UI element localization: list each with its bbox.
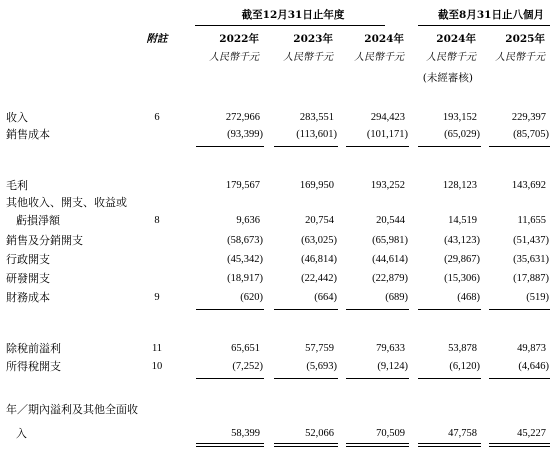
cell-value: 193,152 <box>442 112 477 123</box>
cell-value: (113,601) <box>296 129 337 140</box>
cell-value: (5,693) <box>306 361 337 372</box>
row-note: 6 <box>154 112 160 123</box>
header-unit: 人民幣千元 <box>354 52 404 63</box>
cell-value: (46,814) <box>301 254 337 265</box>
total-double-rule <box>489 443 550 447</box>
header-unit: 人民幣千元 <box>495 52 545 63</box>
cell-value: 9,636 <box>236 215 260 226</box>
subtotal-rule <box>196 309 264 310</box>
row-label-profit-comprehensive-line1: 年／期內溢利及其他全面收 <box>6 403 138 416</box>
subtotal-rule <box>346 378 409 379</box>
total-double-rule <box>196 443 264 447</box>
row-label-admin-expenses: 行政開支 <box>6 253 50 266</box>
total-double-rule <box>274 443 338 447</box>
header-year-2022: 2022年 <box>219 33 259 45</box>
subtotal-rule <box>274 146 338 147</box>
cell-value: 52,066 <box>305 428 334 439</box>
cell-value: 47,758 <box>448 428 477 439</box>
row-note: 8 <box>154 215 160 226</box>
header-unit: 人民幣千元 <box>426 52 476 63</box>
cell-value: (9,124) <box>377 361 408 372</box>
row-note: 10 <box>151 361 163 372</box>
cell-value: (43,123) <box>444 235 480 246</box>
row-label-rnd-expenses: 研發開支 <box>6 272 50 285</box>
cell-value: (45,342) <box>227 254 263 265</box>
total-double-rule <box>346 443 409 447</box>
cell-value: (18,917) <box>227 273 263 284</box>
cell-value: (101,171) <box>366 129 408 140</box>
cell-value: (51,437) <box>513 235 549 246</box>
row-label-profit-comprehensive-line2: 入 <box>16 427 27 440</box>
cell-value: (58,673) <box>227 235 263 246</box>
cell-value: (15,306) <box>444 273 480 284</box>
cell-value: (7,252) <box>232 361 263 372</box>
subtotal-rule <box>196 146 264 147</box>
cell-value: (519) <box>526 292 549 303</box>
subtotal-rule <box>346 146 409 147</box>
row-label-selling-expenses: 銷售及分銷開支 <box>6 234 83 247</box>
cell-value: 79,633 <box>376 343 405 354</box>
subtotal-rule <box>418 309 481 310</box>
subtotal-rule <box>274 309 338 310</box>
cell-value: 193,252 <box>370 180 405 191</box>
subtotal-rule <box>418 378 481 379</box>
subtotal-rule <box>418 146 481 147</box>
cell-value: 70,509 <box>376 428 405 439</box>
total-double-rule <box>418 443 481 447</box>
header-note-column: 附註 <box>146 33 168 45</box>
row-label-revenue: 收入 <box>6 111 28 124</box>
cell-value: (689) <box>385 292 408 303</box>
subtotal-rule <box>489 146 550 147</box>
cell-value: (44,614) <box>372 254 408 265</box>
header-unaudited: (未經審核) <box>422 72 473 84</box>
subtotal-rule <box>346 309 409 310</box>
subtotal-rule <box>489 309 550 310</box>
subtotal-rule <box>274 378 338 379</box>
cell-value: 294,423 <box>370 112 405 123</box>
header-group-fiscal-year: 截至12月31日止年度 <box>241 9 345 21</box>
cell-value: (35,631) <box>513 254 549 265</box>
cell-value: (29,867) <box>444 254 480 265</box>
cell-value: 143,692 <box>511 180 546 191</box>
header-rule-fiscal-year <box>195 25 385 26</box>
cell-value: 14,519 <box>448 215 477 226</box>
cell-value: 229,397 <box>511 112 546 123</box>
cell-value: (22,879) <box>372 273 408 284</box>
cell-value: 11,655 <box>517 215 546 226</box>
header-year-2023: 2023年 <box>293 33 333 45</box>
cell-value: (664) <box>314 292 337 303</box>
header-group-eight-months: 截至8月31日止八個月 <box>438 9 544 21</box>
cell-value: 128,123 <box>442 180 477 191</box>
row-label-other-income-line2: 虧損淨額 <box>16 214 60 227</box>
cell-value: 45,227 <box>517 428 546 439</box>
cell-value: (6,120) <box>449 361 480 372</box>
row-label-gross-profit: 毛利 <box>6 179 28 192</box>
cell-value: 20,754 <box>305 215 334 226</box>
cell-value: 179,567 <box>225 180 260 191</box>
cell-value: (468) <box>457 292 480 303</box>
cell-value: (620) <box>240 292 263 303</box>
cell-value: (4,646) <box>518 361 549 372</box>
header-year-2024: 2024年 <box>364 33 404 45</box>
header-unit: 人民幣千元 <box>283 52 333 63</box>
cell-value: 57,759 <box>305 343 334 354</box>
cell-value: 58,399 <box>231 428 260 439</box>
cell-value: (17,887) <box>513 273 549 284</box>
cell-value: (85,705) <box>513 129 549 140</box>
cell-value: 53,878 <box>448 343 477 354</box>
cell-value: (22,442) <box>301 273 337 284</box>
row-label-income-tax: 所得稅開支 <box>6 360 61 373</box>
header-year-2024-8m: 2024年 <box>436 33 476 45</box>
row-note: 11 <box>151 343 163 354</box>
cell-value: 272,966 <box>225 112 260 123</box>
cell-value: 65,651 <box>231 343 260 354</box>
header-year-2025-8m: 2025年 <box>505 33 545 45</box>
cell-value: (93,399) <box>227 129 263 140</box>
cell-value: (65,981) <box>372 235 408 246</box>
cell-value: 169,950 <box>299 180 334 191</box>
row-note: 9 <box>154 292 160 303</box>
subtotal-rule <box>489 378 550 379</box>
cell-value: (63,025) <box>301 235 337 246</box>
subtotal-rule <box>196 378 264 379</box>
cell-value: 20,544 <box>376 215 405 226</box>
cell-value: 49,873 <box>517 343 546 354</box>
header-rule-eight-months <box>418 25 550 26</box>
row-label-profit-before-tax: 除稅前溢利 <box>6 342 61 355</box>
cell-value: 283,551 <box>299 112 334 123</box>
row-label-finance-costs: 財務成本 <box>6 291 50 304</box>
row-label-other-income-line1: 其他收入、開支、收益或 <box>6 196 127 209</box>
cell-value: (65,029) <box>444 129 480 140</box>
header-unit: 人民幣千元 <box>209 52 259 63</box>
row-label-cost-of-sales: 銷售成本 <box>6 128 50 141</box>
